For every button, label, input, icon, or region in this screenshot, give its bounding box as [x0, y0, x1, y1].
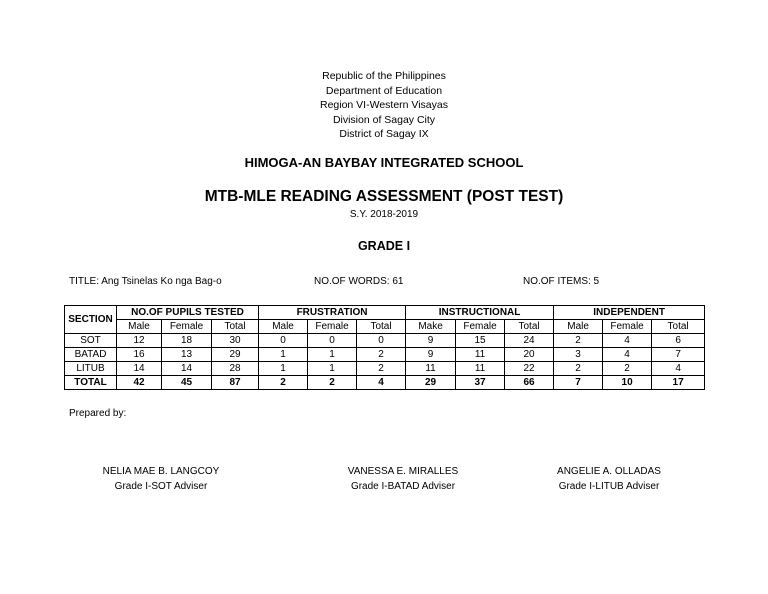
- value-cell: 11: [406, 362, 456, 376]
- value-cell: 2: [357, 348, 406, 362]
- value-cell: 42: [117, 376, 162, 390]
- value-cell: 14: [117, 362, 162, 376]
- table-total-row: [65, 376, 705, 390]
- value-cell: 6: [652, 334, 705, 348]
- signatory-role: Grade I-BATAD Adviser: [350, 481, 456, 492]
- section-cell: TOTAL: [65, 376, 117, 390]
- page-title: MTB-MLE READING ASSESSMENT (POST TEST): [204, 188, 564, 205]
- value-cell: 11: [456, 362, 505, 376]
- subheader-cell: Female: [308, 320, 357, 334]
- prepared-by-label: Prepared by:: [69, 408, 127, 419]
- number-of-words: NO.OF WORDS: 61: [314, 276, 404, 287]
- number-of-items: NO.OF ITEMS: 5: [523, 276, 600, 287]
- header-line-republic: Republic of the Philippines: [322, 70, 446, 82]
- value-cell: 37: [456, 376, 505, 390]
- value-cell: 29: [406, 376, 456, 390]
- value-cell: 66: [505, 376, 554, 390]
- value-cell: 14: [162, 362, 212, 376]
- header-line-department: Department of Education: [325, 84, 443, 97]
- value-cell: 2: [357, 362, 406, 376]
- value-cell: 87: [212, 376, 259, 390]
- group-frustration: FRUSTRATION: [259, 306, 406, 320]
- value-cell: 2: [308, 376, 357, 390]
- value-cell: 2: [603, 362, 652, 376]
- subheader-cell: Female: [456, 320, 505, 334]
- subheader-cell: Make: [406, 320, 456, 334]
- value-cell: 12: [117, 334, 162, 348]
- signatory-name: NELIA MAE B. LANGCOY: [102, 466, 220, 477]
- value-cell: 10: [603, 376, 652, 390]
- value-cell: 22: [505, 362, 554, 376]
- value-cell: 9: [406, 334, 456, 348]
- value-cell: 30: [212, 334, 259, 348]
- value-cell: 2: [259, 376, 308, 390]
- subheader-cell: Female: [162, 320, 212, 334]
- section-header: SECTION: [65, 306, 117, 334]
- signatory-litub: [527, 464, 691, 494]
- value-cell: 17: [652, 376, 705, 390]
- value-cell: 1: [259, 348, 308, 362]
- value-cell: 4: [652, 362, 705, 376]
- group-pupils-tested: NO.OF PUPILS TESTED: [117, 306, 259, 320]
- subheader-cell: Total: [212, 320, 259, 334]
- subheader-cell: Total: [357, 320, 406, 334]
- value-cell: 4: [603, 348, 652, 362]
- signatory-name: VANESSA E. MIRALLES: [347, 466, 459, 477]
- table-row: [65, 348, 705, 362]
- subheader-cell: Total: [652, 320, 705, 334]
- grade-level: GRADE I: [357, 239, 411, 253]
- section-cell: BATAD: [65, 348, 117, 362]
- signatory-sot: [78, 464, 244, 494]
- value-cell: 13: [162, 348, 212, 362]
- signatory-role: Grade I-LITUB Adviser: [558, 481, 660, 492]
- value-cell: 1: [259, 362, 308, 376]
- table-subheader-row: [65, 320, 705, 334]
- value-cell: 7: [554, 376, 603, 390]
- value-cell: 2: [554, 362, 603, 376]
- group-instructional: INSTRUCTIONAL: [406, 306, 554, 320]
- table-body: [65, 334, 705, 390]
- header-line-region: Region VI-Western Visayas: [319, 99, 448, 111]
- value-cell: 0: [308, 334, 357, 348]
- subheader-cell: Female: [603, 320, 652, 334]
- assessment-table: [64, 305, 705, 390]
- value-cell: 0: [259, 334, 308, 348]
- subheader-cell: Male: [259, 320, 308, 334]
- value-cell: 9: [406, 348, 456, 362]
- section-cell: LITUB: [65, 362, 117, 376]
- value-cell: 11: [456, 348, 505, 362]
- signatory-role: Grade I-SOT Adviser: [114, 481, 208, 492]
- header-line-district: District of Sagay IX: [339, 128, 429, 140]
- school-name: HIMOGA-AN BAYBAY INTEGRATED SCHOOL: [244, 155, 524, 170]
- value-cell: 2: [554, 334, 603, 348]
- value-cell: 7: [652, 348, 705, 362]
- table-row: [65, 334, 705, 348]
- value-cell: 15: [456, 334, 505, 348]
- value-cell: 20: [505, 348, 554, 362]
- subheader-cell: Total: [505, 320, 554, 334]
- value-cell: 4: [357, 376, 406, 390]
- value-cell: 24: [505, 334, 554, 348]
- group-independent: INDEPENDENT: [554, 306, 705, 320]
- table-row: [65, 362, 705, 376]
- value-cell: 0: [357, 334, 406, 348]
- value-cell: 18: [162, 334, 212, 348]
- signatory-name: ANGELIE A. OLLADAS: [557, 466, 661, 477]
- value-cell: 45: [162, 376, 212, 390]
- section-cell: SOT: [65, 334, 117, 348]
- value-cell: 1: [308, 348, 357, 362]
- signatory-batad: [318, 464, 488, 494]
- value-cell: 4: [603, 334, 652, 348]
- value-cell: 1: [308, 362, 357, 376]
- value-cell: 16: [117, 348, 162, 362]
- document-header: [0, 69, 768, 142]
- header-line-division: Division of Sagay City: [332, 113, 436, 126]
- table-group-header-row: [65, 306, 705, 320]
- value-cell: 3: [554, 348, 603, 362]
- reading-title: TITLE: Ang Tsinelas Ko nga Bag-o: [69, 276, 222, 287]
- subheader-cell: Male: [554, 320, 603, 334]
- value-cell: 29: [212, 348, 259, 362]
- school-year: S.Y. 2018-2019: [349, 209, 419, 220]
- value-cell: 28: [212, 362, 259, 376]
- subheader-cell: Male: [117, 320, 162, 334]
